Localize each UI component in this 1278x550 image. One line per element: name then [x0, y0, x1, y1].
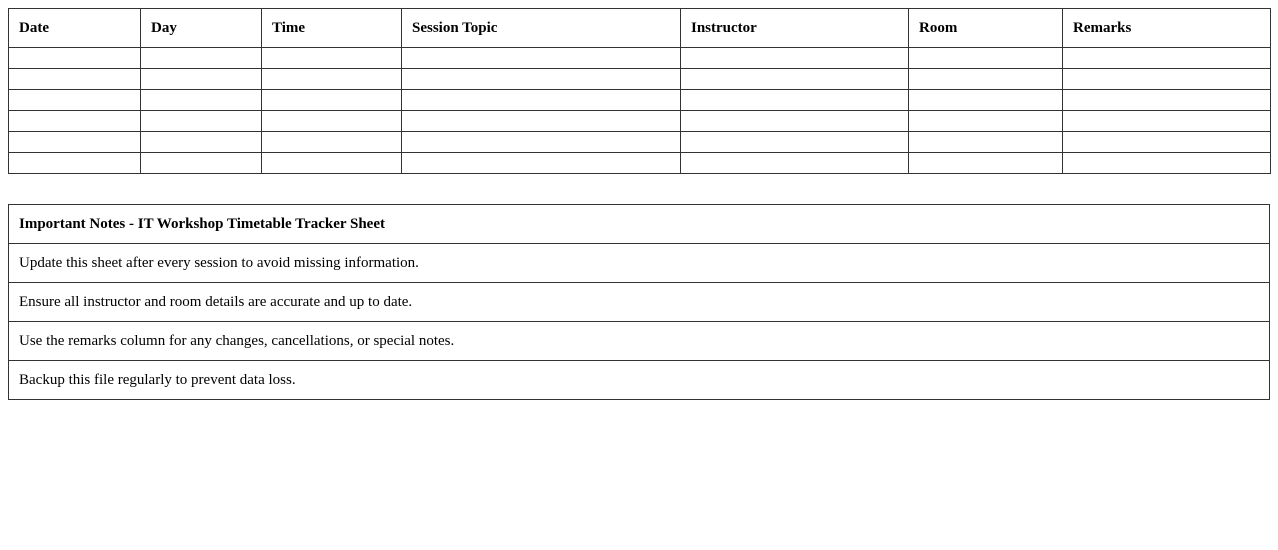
note-text: Backup this file regularly to prevent data loss.	[9, 361, 1270, 400]
column-header-room: Room	[909, 9, 1063, 48]
table-cell[interactable]	[141, 153, 262, 174]
table-cell[interactable]	[1063, 69, 1271, 90]
table-cell[interactable]	[141, 69, 262, 90]
table-cell[interactable]	[1063, 48, 1271, 69]
table-row	[9, 69, 1271, 90]
table-cell[interactable]	[909, 111, 1063, 132]
table-cell[interactable]	[141, 132, 262, 153]
table-cell[interactable]	[909, 48, 1063, 69]
table-row	[9, 111, 1271, 132]
table-cell[interactable]	[141, 90, 262, 111]
table-cell[interactable]	[402, 48, 681, 69]
table-cell[interactable]	[681, 69, 909, 90]
table-cell[interactable]	[262, 69, 402, 90]
table-cell[interactable]	[262, 153, 402, 174]
table-cell[interactable]	[141, 111, 262, 132]
table-cell[interactable]	[9, 69, 141, 90]
table-cell[interactable]	[262, 111, 402, 132]
note-text: Update this sheet after every session to avoid missing information.	[9, 244, 1270, 283]
table-cell[interactable]	[681, 90, 909, 111]
table-cell[interactable]	[262, 132, 402, 153]
column-header-instructor: Instructor	[681, 9, 909, 48]
notes-header-row	[9, 205, 1270, 244]
table-cell[interactable]	[402, 111, 681, 132]
table-cell[interactable]	[402, 153, 681, 174]
note-text: Use the remarks column for any changes, cancellations, or special notes.	[9, 322, 1270, 361]
table-cell[interactable]	[909, 69, 1063, 90]
table-cell[interactable]	[402, 69, 681, 90]
table-cell[interactable]	[9, 111, 141, 132]
list-item	[9, 283, 1270, 322]
table-row	[9, 153, 1271, 174]
column-header-session-topic: Session Topic	[402, 9, 681, 48]
table-cell[interactable]	[681, 111, 909, 132]
table-cell[interactable]	[9, 132, 141, 153]
column-header-time: Time	[262, 9, 402, 48]
table-cell[interactable]	[1063, 90, 1271, 111]
list-item	[9, 322, 1270, 361]
table-cell[interactable]	[681, 153, 909, 174]
column-header-date: Date	[9, 9, 141, 48]
table-cell[interactable]	[262, 48, 402, 69]
table-cell[interactable]	[141, 48, 262, 69]
column-header-remarks: Remarks	[1063, 9, 1271, 48]
schedule-table	[8, 8, 1271, 174]
table-cell[interactable]	[402, 132, 681, 153]
table-cell[interactable]	[909, 153, 1063, 174]
table-cell[interactable]	[681, 48, 909, 69]
table-cell[interactable]	[1063, 153, 1271, 174]
notes-table	[8, 204, 1270, 400]
list-item	[9, 361, 1270, 400]
table-cell[interactable]	[9, 90, 141, 111]
table-cell[interactable]	[681, 132, 909, 153]
table-cell[interactable]	[909, 90, 1063, 111]
table-cell[interactable]	[402, 90, 681, 111]
table-cell[interactable]	[1063, 132, 1271, 153]
table-cell[interactable]	[9, 48, 141, 69]
schedule-header-row	[9, 9, 1271, 48]
column-header-day: Day	[141, 9, 262, 48]
list-item	[9, 244, 1270, 283]
table-row	[9, 132, 1271, 153]
table-cell[interactable]	[1063, 111, 1271, 132]
note-text: Ensure all instructor and room details are accurate and up to date.	[9, 283, 1270, 322]
table-cell[interactable]	[9, 153, 141, 174]
table-row	[9, 48, 1271, 69]
table-cell[interactable]	[262, 90, 402, 111]
notes-title: Important Notes - IT Workshop Timetable Tracker Sheet	[9, 205, 1270, 244]
table-row	[9, 90, 1271, 111]
table-cell[interactable]	[909, 132, 1063, 153]
